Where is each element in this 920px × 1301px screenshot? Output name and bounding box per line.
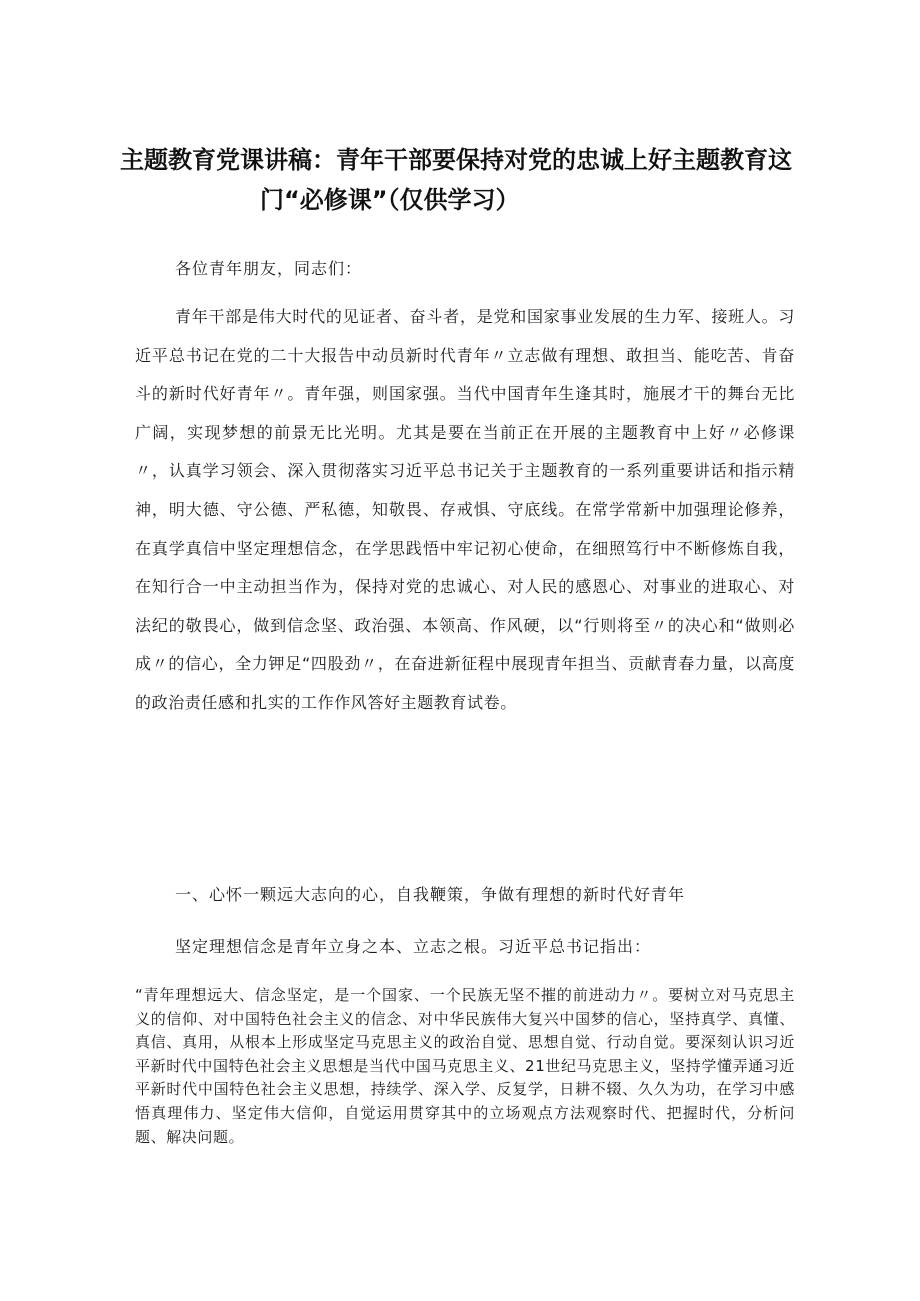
greeting: 各位青年朋友，同志们： [175,259,363,278]
paragraph-quote: “青年理想远大、信念坚定，是一个国家、一个民族无坚不摧的前进动力〃。要树立对马克思主义的信仰、对中国特色社会主义的信念、对中华民族伟大复兴中国梦的信心，坚持真学、真懂、真信、真用，从根本上形成坚定马克思主义的政治自觉、思想自觉、行动自觉。要深刻认识习近平新时代中国特色社会主义思想是当代中国马克思主义、21世纪马克思主义，坚持学懂弄通习近平新时代中国特色社会主义思想，持续学、深入学、反复学，日耕不辍、久久为功，在学习中感悟真理伟力、坚定伟大信仰，自觉运用贯穿其中的立场观点方法观察时代、把握时代，分析问题、解决问题。 [135,986,795,1146]
title-line-1: 主题教育党课讲稿：青年干部要保持对党的忠诚上好主题教育这 [120,146,792,174]
section-lead-1: 坚定理想信念是青年立身之本、立志之根。习近平总书记指出： [175,937,652,956]
document-title [120,140,810,220]
section-heading-1: 一、心怀一颗远大志向的心，自我鞭策，争做有理想的新时代好青年 [175,885,686,904]
paragraph-intro: 青年干部是伟大时代的见证者、奋斗者，是党和国家事业发展的生力军、接班人。习近平总书记在党的二十大报告中动员新时代青年〃立志做有理想、敢担当、能吃苦、肯奋斗的新时代好青年〃。青年强，则国家强。当代中国青年生逢其时，施展才干的舞台无比广阔，实现梦想的前景无比光明。尤其是要在当前正在开展的主题教育中上好〃必修课〃，认真学习领会、深入贯彻落实习近平总书记关于主题教育的一系列重要讲话和指示精神，明大德、守公德、严私德，知敬畏、存戒惧、守底线。在常学常新中加强理论修养，在真学真信中坚定理想信念，在学思践悟中牢记初心使命，在细照笃行中不断修炼自我，在知行合一中主动担当作为，保持对党的忠诚心、对人民的感恩心、对事业的进取心、对法纪的敬畏心，做到信念坚、政治强、本领高、作风硬，以“行则将至〃的决心和“做则必成〃的信心，全力钾足“四股劲〃，在奋进新征程中展现青年担当、贡献青春力量，以高度的政治责任感和扎实的工作作风答好主题教育试卷。 [135,307,795,712]
title-line-2: 门“必修课”（仅供学习） [260,186,520,214]
